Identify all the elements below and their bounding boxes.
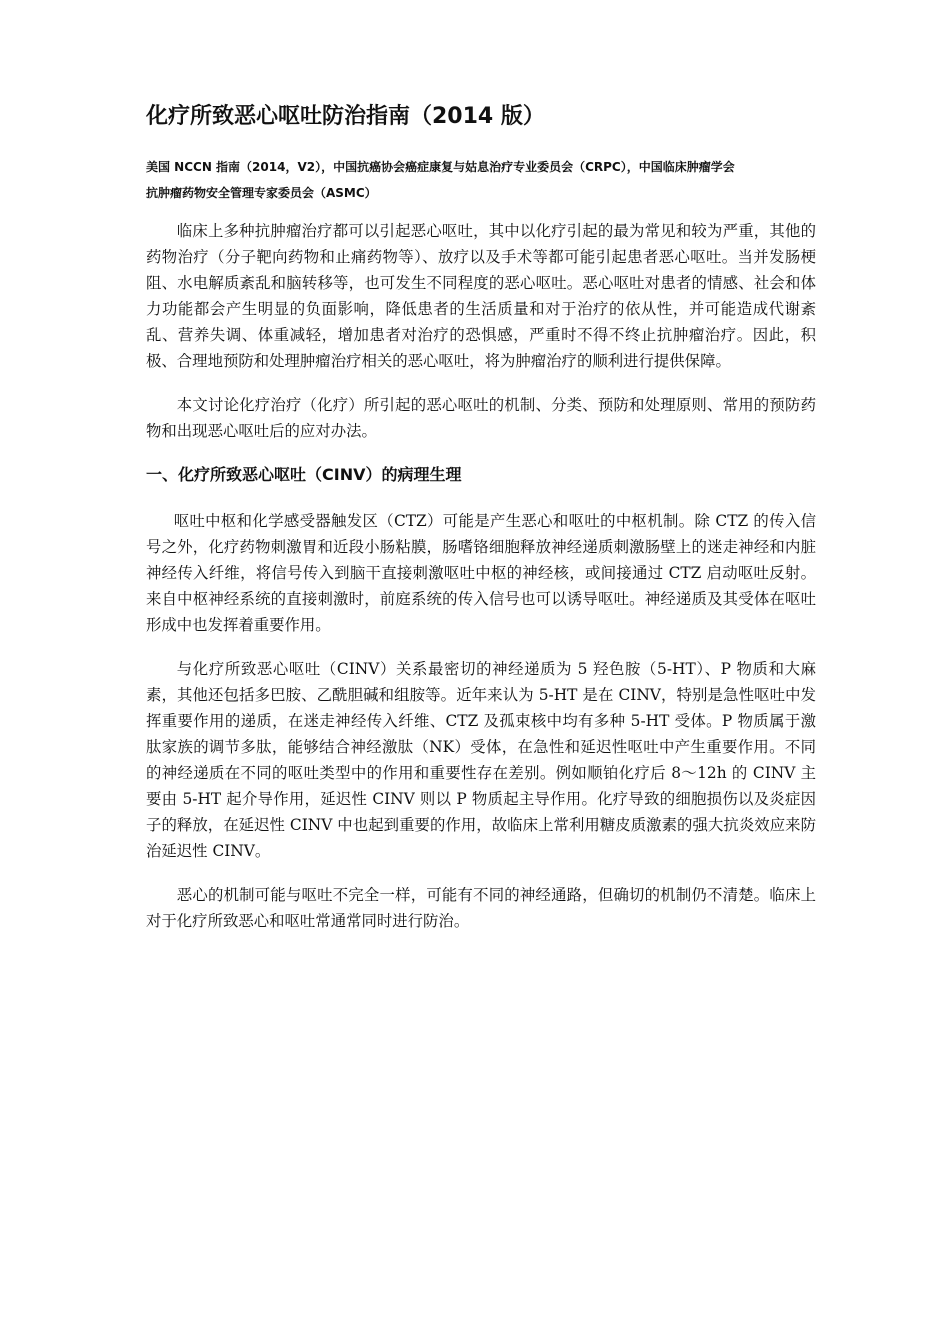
document-title: 化疗所致恶心呕吐防治指南（2014 版） [146,104,545,129]
subtitle-line-1: 美国 NCCN 指南（2014，V2），中国抗癌协会癌症康复与姑息治疗专业委员会（CRPC），中国临床肿瘤学会 [146,160,735,174]
document-subtitle [146,154,816,206]
section-1-heading: 一、化疗所致恶心呕吐（CINV）的病理生理 [146,465,462,484]
intro-paragraph-2: 本文讨论化疗治疗（化疗）所引起的恶心呕吐的机制、分类、预防和处理原则、常用的预防药物和出现恶心呕吐后的应对办法。 [146,396,816,440]
section-1-paragraph-1: 呕吐中枢和化学感受器触发区（CTZ）可能是产生恶心和呕吐的中枢机制。除 CTZ 的传入信号之外，化疗药物刺激胃和近段小肠粘膜，肠嗜铬细胞释放神经递质刺激肠壁上的迷走神经和内脏神经传入纤维，将信号传入到脑干直接刺激呕吐中枢的神经核，或间接通过 CTZ 启动呕吐反射。来自中枢神经系统的直接刺激时，前庭系统的传入信号也可以诱导呕吐。神经递质及其受体在呕吐形成中也发挥着重要作用。 [146,512,816,634]
subtitle-line-2: 抗肿瘤药物安全管理专家委员会（ASMC） [146,186,377,200]
section-1-paragraph-3: 恶心的机制可能与呕吐不完全一样，可能有不同的神经通路，但确切的机制仍不清楚。临床上对于化疗所致恶心和呕吐常通常同时进行防治。 [146,886,816,930]
intro-paragraph-1: 临床上多种抗肿瘤治疗都可以引起恶心呕吐，其中以化疗引起的最为常见和较为严重，其他的药物治疗（分子靶向药物和止痛药物等）、放疗以及手术等都可能引起患者恶心呕吐。当并发肠梗阻、水电解质紊乱和脑转移等，也可发生不同程度的恶心呕吐。恶心呕吐对患者的情感、社会和体力功能都会产生明显的负面影响，降低患者的生活质量和对于治疗的依从性，并可能造成代谢紊乱、营养失调、体重减轻，增加患者对治疗的恐惧感，严重时不得不终止抗肿瘤治疗。因此，积极、合理地预防和处理肿瘤治疗相关的恶心呕吐，将为肿瘤治疗的顺利进行提供保障。 [146,222,816,370]
section-1-paragraph-2: 与化疗所致恶心呕吐（CINV）关系最密切的神经递质为 5 羟色胺（5-HT）、P 物质和大麻素，其他还包括多巴胺、乙酰胆碱和组胺等。近年来认为 5-HT 是在 CINV，特别是急性呕吐中发挥重要作用的递质，在迷走神经传入纤维、CTZ 及孤束核中均有多种 5-HT 受体。P 物质属于激肽家族的调节多肽，能够结合神经激肽（NK）受体，在急性和延迟性呕吐中产生重要作用。不同的神经递质在不同的呕吐类型中的作用和重要性存在差别。例如顺铂化疗后 8～12h 的 CINV 主要由 5-HT 起介导作用，延迟性 CINV 则以 P 物质起主导作用。化疗导致的细胞损伤以及炎症因子的释放，在延迟性 CINV 中也起到重要的作用，故临床上常利用糖皮质激素的强大抗炎效应来防治延迟性 CINV。 [146,660,816,860]
document-page [146,100,816,952]
